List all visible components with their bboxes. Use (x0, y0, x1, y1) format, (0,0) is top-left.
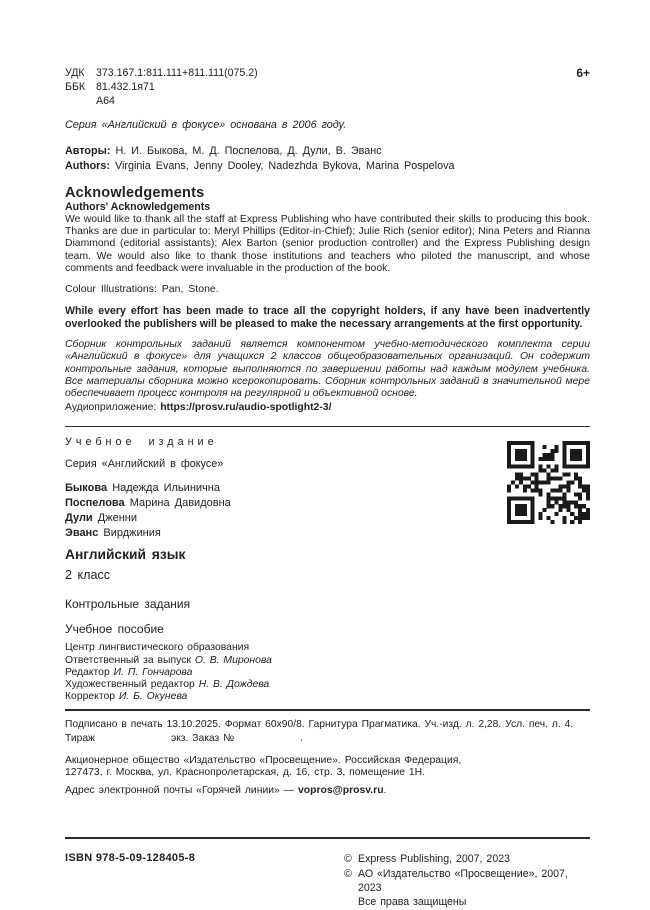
staff-name: О. В. Миронова (194, 654, 272, 666)
rights-reserved-line (344, 895, 590, 909)
author-surname: Эванс (65, 526, 99, 539)
authors-block (65, 144, 590, 173)
author-given: Вирджиния (103, 526, 161, 539)
footer-block (65, 852, 590, 910)
staff-row (65, 679, 590, 691)
authors-en-label: Authors: (65, 159, 110, 172)
edition-kind: Учебное издание (65, 436, 218, 449)
copyright-holders-notice: While every effort has been made to trace all the copyright holders, if any have been inadvertently overlooked the publishers will be pleased to make the necessary arrangements at the first opportunity. (65, 305, 590, 330)
print-info-block (65, 718, 590, 745)
hotline-email-link[interactable]: vopros@prosv.ru (298, 785, 384, 797)
audio-url-link[interactable]: https://prosv.ru/audio-spotlight2-3/ (160, 402, 332, 414)
author-given: Дженни (97, 511, 137, 524)
grade-line: 2 класс (65, 568, 111, 583)
email-label: Адрес электронной почты «Горячей линии» — (65, 785, 295, 797)
acknowledgements-body: We would like to thank all the staff at Express Publishing who have contributed their skills to producing this book. Thanks are due in particular to: Meryl Phillips (Editor-in-Chief); Julie Rich (senior editor); Nina Peters and Rianna Diammond (editorial assistants); Alex Barton (senior production controller) and the Express Publishing design team. We would also like to thank those institutions and teachers who piloted the manuscript, and whose comments and feedback were invaluable in the production of the book. (65, 214, 590, 274)
qr-code-icon (507, 441, 590, 524)
publisher-line-2: 127473, г. Москва, ул. Краснопролетарская, д. 16, стр. 3, помещение 1Н. (65, 766, 426, 778)
staff-list (65, 655, 590, 704)
divider-footer (65, 837, 590, 839)
authors-en-names: Virginia Evans, Jenny Dooley, Nadezhda Bykova, Marina Pospelova (114, 159, 455, 172)
series-founded-note: Серия «Английский в фокусе» основана в 2006 году. (65, 119, 347, 131)
email-period: . (383, 785, 387, 797)
copyright-prosveshchenie-text: АО «Издательство «Просвещение», 2007, 2023 (358, 867, 568, 895)
author-given: Надежда Ильинична (112, 482, 220, 495)
staff-row (65, 667, 590, 679)
audio-label: Аудиоприложение: (65, 402, 157, 414)
annotation-paragraph: Сборник контрольных заданий является компонентом учебно-методического комплекта серии «Английский в фокусе» для учащихся 2 классов общеобразовательных организаций. Он содержит контрольные задания, которые выполняются по завершении работы над каждым модулем учебника. Все материалы сборника можно ксерокопировать. Сборник контрольных заданий в значительной мере обеспечивает процесс контроля на регулярной и объективной основе. (65, 339, 590, 400)
tirazh-line (65, 732, 590, 746)
isbn-number: ISBN 978-5-09-128405-8 (65, 852, 196, 865)
edition-author-row (65, 526, 590, 541)
staff-name: И. Б. Окунева (118, 691, 188, 703)
author-given: Марина Давидовна (129, 497, 231, 510)
staff-row (65, 691, 590, 703)
book-subtitle-manual: Учебное пособие (65, 622, 164, 637)
book-subtitle-tests: Контрольные задания (65, 597, 191, 612)
copyright-line-prosveshchenie (344, 867, 590, 896)
copyright-line-express (344, 852, 590, 866)
authors-ru-label: Авторы: (65, 145, 111, 157)
udk-value: 373.167.1:811.111+811.111(075.2) (96, 67, 258, 79)
bbk-line (65, 80, 590, 94)
author-surname: Поспелова (65, 497, 125, 510)
authors-en-line (65, 159, 590, 174)
book-title: Английский язык (65, 547, 186, 563)
author-surname: Быкова (65, 482, 108, 495)
edition-series: Серия «Английский в фокусе» (65, 458, 224, 471)
audio-supplement-line (65, 401, 590, 414)
rights-reserved-text: Все права защищены (358, 896, 467, 909)
author-sign: А64 (96, 95, 115, 107)
copyright-column (344, 852, 590, 910)
staff-role: Художественный редактор (65, 679, 195, 691)
staff-role: Корректор (65, 691, 116, 703)
divider-top (65, 426, 590, 427)
author-surname: Дули (65, 511, 93, 524)
publisher-line-1: Акционерное общество «Издательство «Просвещение». Российская Федерация, (65, 754, 462, 766)
copyright-symbol: © (344, 853, 352, 866)
divider-print-info (65, 709, 590, 711)
edition-block (65, 436, 590, 703)
udk-line (65, 66, 590, 80)
bibliographic-block (65, 66, 590, 108)
age-rating-badge: 6+ (576, 66, 590, 80)
print-line: Подписано в печать 13.10.2025. Формат 60х90/8. Гарнитура Прагматика. Уч.-изд. л. 2,28. Усл. печ. л. 4. (65, 719, 574, 731)
hotline-email-line (65, 785, 590, 796)
publisher-address-block (65, 755, 590, 780)
linguistic-center-line: Центр лингвистического образования (65, 642, 250, 654)
colour-illustrations-line: Colour Illustrations: Pan, Stone. (65, 283, 219, 296)
udk-label: УДК (65, 67, 85, 79)
staff-name: И. П. Гончарова (113, 666, 193, 678)
copyright-symbol-spacer (344, 895, 358, 909)
authors-acknowledgements-subtitle: Authors' Acknowledgements (65, 201, 211, 213)
authors-ru-line (65, 144, 590, 159)
staff-role: Ответственный за выпуск (65, 654, 191, 666)
bbk-label: ББК (65, 81, 86, 93)
tirazh-label: Тираж (65, 733, 95, 745)
acknowledgements-title: Acknowledgements (65, 185, 205, 201)
staff-role: Редактор (65, 666, 110, 678)
copyright-express-text: Express Publishing, 2007, 2023 (358, 853, 511, 866)
staff-name: Н. В. Дождева (198, 679, 270, 691)
staff-row (65, 655, 590, 667)
authors-ru-names: Н. И. Быкова, М. Д. Поспелова, Д. Дули, В. Эванс (115, 145, 382, 157)
copyright-symbol: © (344, 867, 352, 880)
bbk-value: 81.432.1я71 (96, 81, 155, 93)
tirazh-mid: экз. Заказ № (170, 733, 235, 745)
tirazh-end: . (300, 733, 304, 745)
